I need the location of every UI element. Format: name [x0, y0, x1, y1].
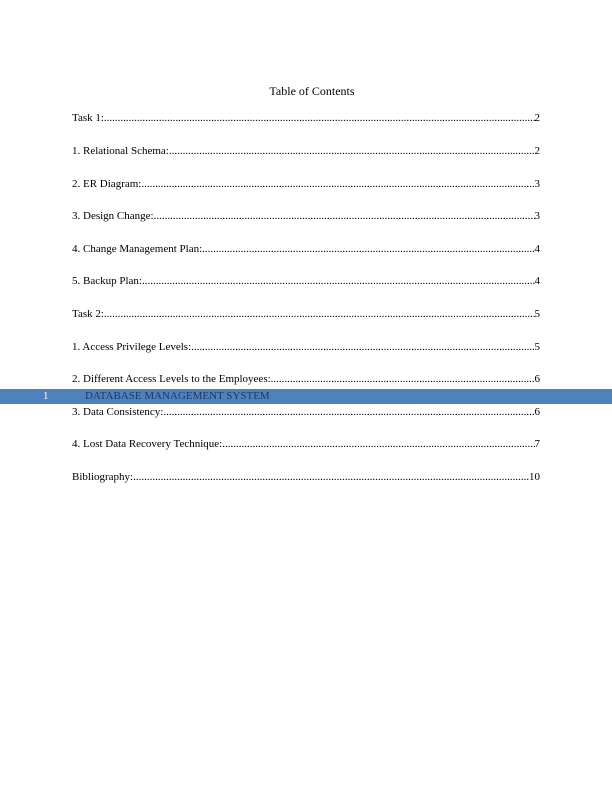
dot-leader: [163, 406, 534, 419]
toc-entry-page: 6: [534, 406, 540, 418]
toc-entry-label: 5. Backup Plan:: [72, 275, 142, 287]
toc-entry-label: 4. Lost Data Recovery Technique:: [72, 438, 223, 450]
dot-leader: [222, 438, 534, 451]
toc-entry-label: 3. Data Consistency:: [72, 406, 164, 418]
toc-entry-page: 3: [534, 178, 540, 190]
toc-entry-page: 4: [534, 243, 540, 255]
toc-entry-label: 1. Access Privilege Levels:: [72, 341, 192, 353]
dot-leader: [104, 112, 535, 125]
toc-entry-label: Task 1:: [72, 112, 104, 124]
dot-leader: [142, 275, 535, 288]
toc-entry-backup-plan[interactable]: [72, 275, 540, 288]
page-header-band: [0, 389, 612, 404]
toc-entry-access-privilege-levels[interactable]: [72, 341, 540, 354]
toc-entry-relational-schema[interactable]: [72, 145, 540, 158]
toc-entry-design-change[interactable]: [72, 210, 540, 223]
toc-entry-page: 2: [534, 112, 540, 124]
toc-entry-page: 10: [529, 471, 540, 483]
toc-entry-task-2[interactable]: [72, 308, 540, 321]
toc-entry-page: 7: [534, 438, 540, 450]
toc-entry-page: 6: [534, 373, 540, 385]
dot-leader: [133, 471, 529, 484]
toc-entry-label: Bibliography:: [72, 471, 134, 483]
toc-entry-change-management-plan[interactable]: [72, 243, 540, 256]
toc-entry-er-diagram[interactable]: [72, 178, 540, 191]
toc-entry-label: Task 2:: [72, 308, 104, 320]
toc-entry-label: 4. Change Management Plan:: [72, 243, 203, 255]
toc-entry-data-consistency[interactable]: [72, 406, 540, 419]
dot-leader: [141, 178, 534, 191]
toc-entry-label: 2. Different Access Levels to the Employees:: [72, 373, 271, 385]
toc-entry-label: 2. ER Diagram:: [72, 178, 142, 190]
toc-title: Table of Contents: [269, 84, 355, 98]
running-title: DATABASE MANAGEMENT SYSTEM: [85, 390, 270, 402]
toc-entry-page: 2: [534, 145, 540, 157]
toc-entry-label: 3. Design Change:: [72, 210, 154, 222]
toc-entry-page: 3: [534, 210, 540, 222]
toc-entry-page: 5: [534, 341, 540, 353]
toc-entry-task-1[interactable]: [72, 112, 540, 125]
dot-leader: [154, 210, 535, 223]
page-number: 1: [43, 390, 49, 402]
toc-entry-page: 4: [534, 275, 540, 287]
toc-entry-page: 5: [534, 308, 540, 320]
dot-leader: [202, 243, 534, 256]
toc-entry-lost-data-recovery[interactable]: [72, 438, 540, 451]
dot-leader: [169, 145, 535, 158]
dot-leader: [271, 373, 535, 386]
dot-leader: [191, 341, 534, 354]
toc-entry-different-access-levels[interactable]: [72, 373, 540, 386]
dot-leader: [104, 308, 535, 321]
toc-entry-label: 1. Relational Schema:: [72, 145, 169, 157]
toc-entry-bibliography[interactable]: [72, 471, 540, 484]
